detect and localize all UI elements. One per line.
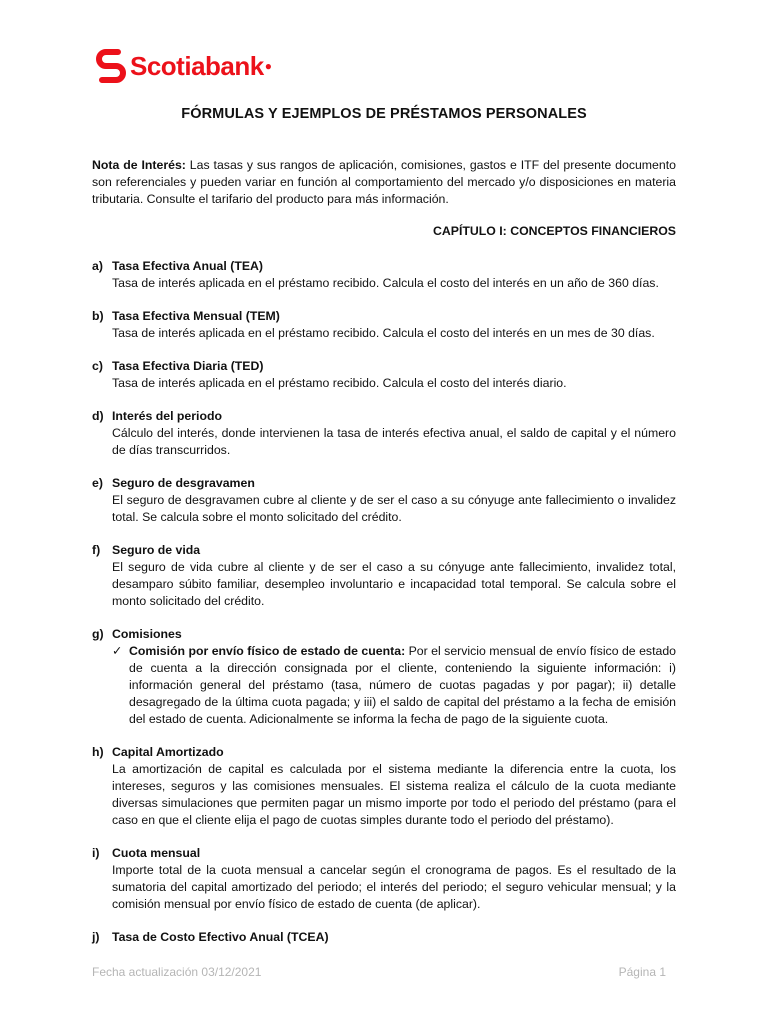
brand-dot: ● xyxy=(264,59,272,73)
checklist-item xyxy=(112,643,676,728)
section-j xyxy=(92,929,676,946)
section-body: El seguro de vida cubre al cliente y de ser el caso a su cónyuge ante fallecimiento, invalidez total, desamparo súbito familiar, desempleo involuntario e incapacidad total temporal. Se calcula sobre el monto solicitado del crédito. xyxy=(112,560,676,608)
section-g xyxy=(92,626,676,728)
chapter-heading: CAPÍTULO I: CONCEPTOS FINANCIEROS xyxy=(433,224,676,238)
sections-list xyxy=(92,258,676,946)
section-c xyxy=(92,358,676,392)
section-d xyxy=(92,408,676,459)
section-letter: i) xyxy=(92,846,100,860)
checkmark-icon: ✓ xyxy=(112,644,123,658)
check-body: Por el servicio mensual de envío físico de estado de cuenta a la dirección consignada por el cliente, conteniendo la siguiente información: i) información general del préstamo (tasa, número de cuotas pagadas y por pagar); ii) detalle desagregado de la última cuota pagada; y iii) el saldo de capital del préstamo a la fecha de emisión del estado de cuenta. Adicionalmente se informa la fecha de pago de la siguiente cuota. xyxy=(129,644,676,726)
section-title: Seguro de desgravamen xyxy=(112,476,255,490)
section-f xyxy=(92,542,676,610)
section-title: Cuota mensual xyxy=(112,846,201,860)
interest-note xyxy=(92,157,676,208)
section-letter: g) xyxy=(92,627,104,641)
section-body: Importe total de la cuota mensual a cancelar según el cronograma de pagos. Es el resultado de la sumatoria del capital amortizado del periodo; el interés del periodo; el seguro vehicular mensual; y la comisión mensual por envío físico de estado de cuenta (de aplicar). xyxy=(112,863,676,911)
section-body: Tasa de interés aplicada en el préstamo recibido. Calcula el costo del interés en un año de 360 días. xyxy=(112,276,659,290)
section-letter: b) xyxy=(92,309,104,323)
section-body: El seguro de desgravamen cubre al cliente y de ser el caso a su cónyuge ante fallecimiento o invalidez total. Se calcula sobre el monto solicitado del crédito. xyxy=(112,493,676,524)
section-title: Tasa Efectiva Mensual (TEM) xyxy=(112,309,280,323)
footer-page-number: Página 1 xyxy=(618,965,666,979)
section-title: Tasa Efectiva Anual (TEA) xyxy=(112,259,264,273)
section-title: Capital Amortizado xyxy=(112,745,224,759)
section-body: Tasa de interés aplicada en el préstamo recibido. Calcula el costo del interés diario. xyxy=(112,376,567,390)
section-title: Tasa de Costo Efectivo Anual (TCEA) xyxy=(112,930,329,944)
section-e xyxy=(92,475,676,526)
footer-update-date: Fecha actualización 03/12/2021 xyxy=(92,965,262,979)
brand-name: Scotiabank xyxy=(130,50,264,81)
section-body: La amortización de capital es calculada por el sistema mediante la diferencia entre la cuota, los intereses, seguros y las comisiones mensuales. El sistema realiza el cálculo de la cuota mediante diversas simulaciones que permiten pagar un mismo importe por todo el periodo del préstamo (para el caso en que el cliente elija el pago de cuotas simples durante todo el periodo del préstamo). xyxy=(112,762,676,827)
scotiabank-logo xyxy=(96,48,272,84)
section-title: Tasa Efectiva Diaria (TED) xyxy=(112,359,264,373)
scotiabank-s-icon xyxy=(96,49,126,83)
section-letter: e) xyxy=(92,476,103,490)
section-title: Seguro de vida xyxy=(112,543,201,557)
section-body: Tasa de interés aplicada en el préstamo recibido. Calcula el costo del interés en un mes de 30 días. xyxy=(112,326,655,340)
section-letter: h) xyxy=(92,745,104,759)
document-title: FÓRMULAS Y EJEMPLOS DE PRÉSTAMOS PERSONALES xyxy=(181,106,587,122)
section-letter: d) xyxy=(92,409,104,423)
section-b xyxy=(92,308,676,342)
section-title: Interés del periodo xyxy=(112,409,223,423)
checklist-text xyxy=(129,643,676,728)
section-letter: c) xyxy=(92,359,103,373)
section-h xyxy=(92,744,676,829)
section-letter: f) xyxy=(92,543,101,557)
section-letter: j) xyxy=(92,930,100,944)
section-title: Comisiones xyxy=(112,627,182,641)
section-a xyxy=(92,258,676,292)
section-letter: a) xyxy=(92,259,103,273)
section-body: Cálculo del interés, donde intervienen la tasa de interés efectiva anual, el saldo de capital y el número de días transcurridos. xyxy=(112,426,676,457)
note-label: Nota de Interés: xyxy=(92,158,186,172)
check-label: Comisión por envío físico de estado de cuenta: xyxy=(129,644,406,658)
section-i xyxy=(92,845,676,913)
note-text: Las tasas y sus rangos de aplicación, comisiones, gastos e ITF del presente documento son referenciales y pueden variar en función al comportamiento del mercado y/o disposiciones en materia tributaria. Consulte el tarifario del producto para más información. xyxy=(92,158,676,206)
